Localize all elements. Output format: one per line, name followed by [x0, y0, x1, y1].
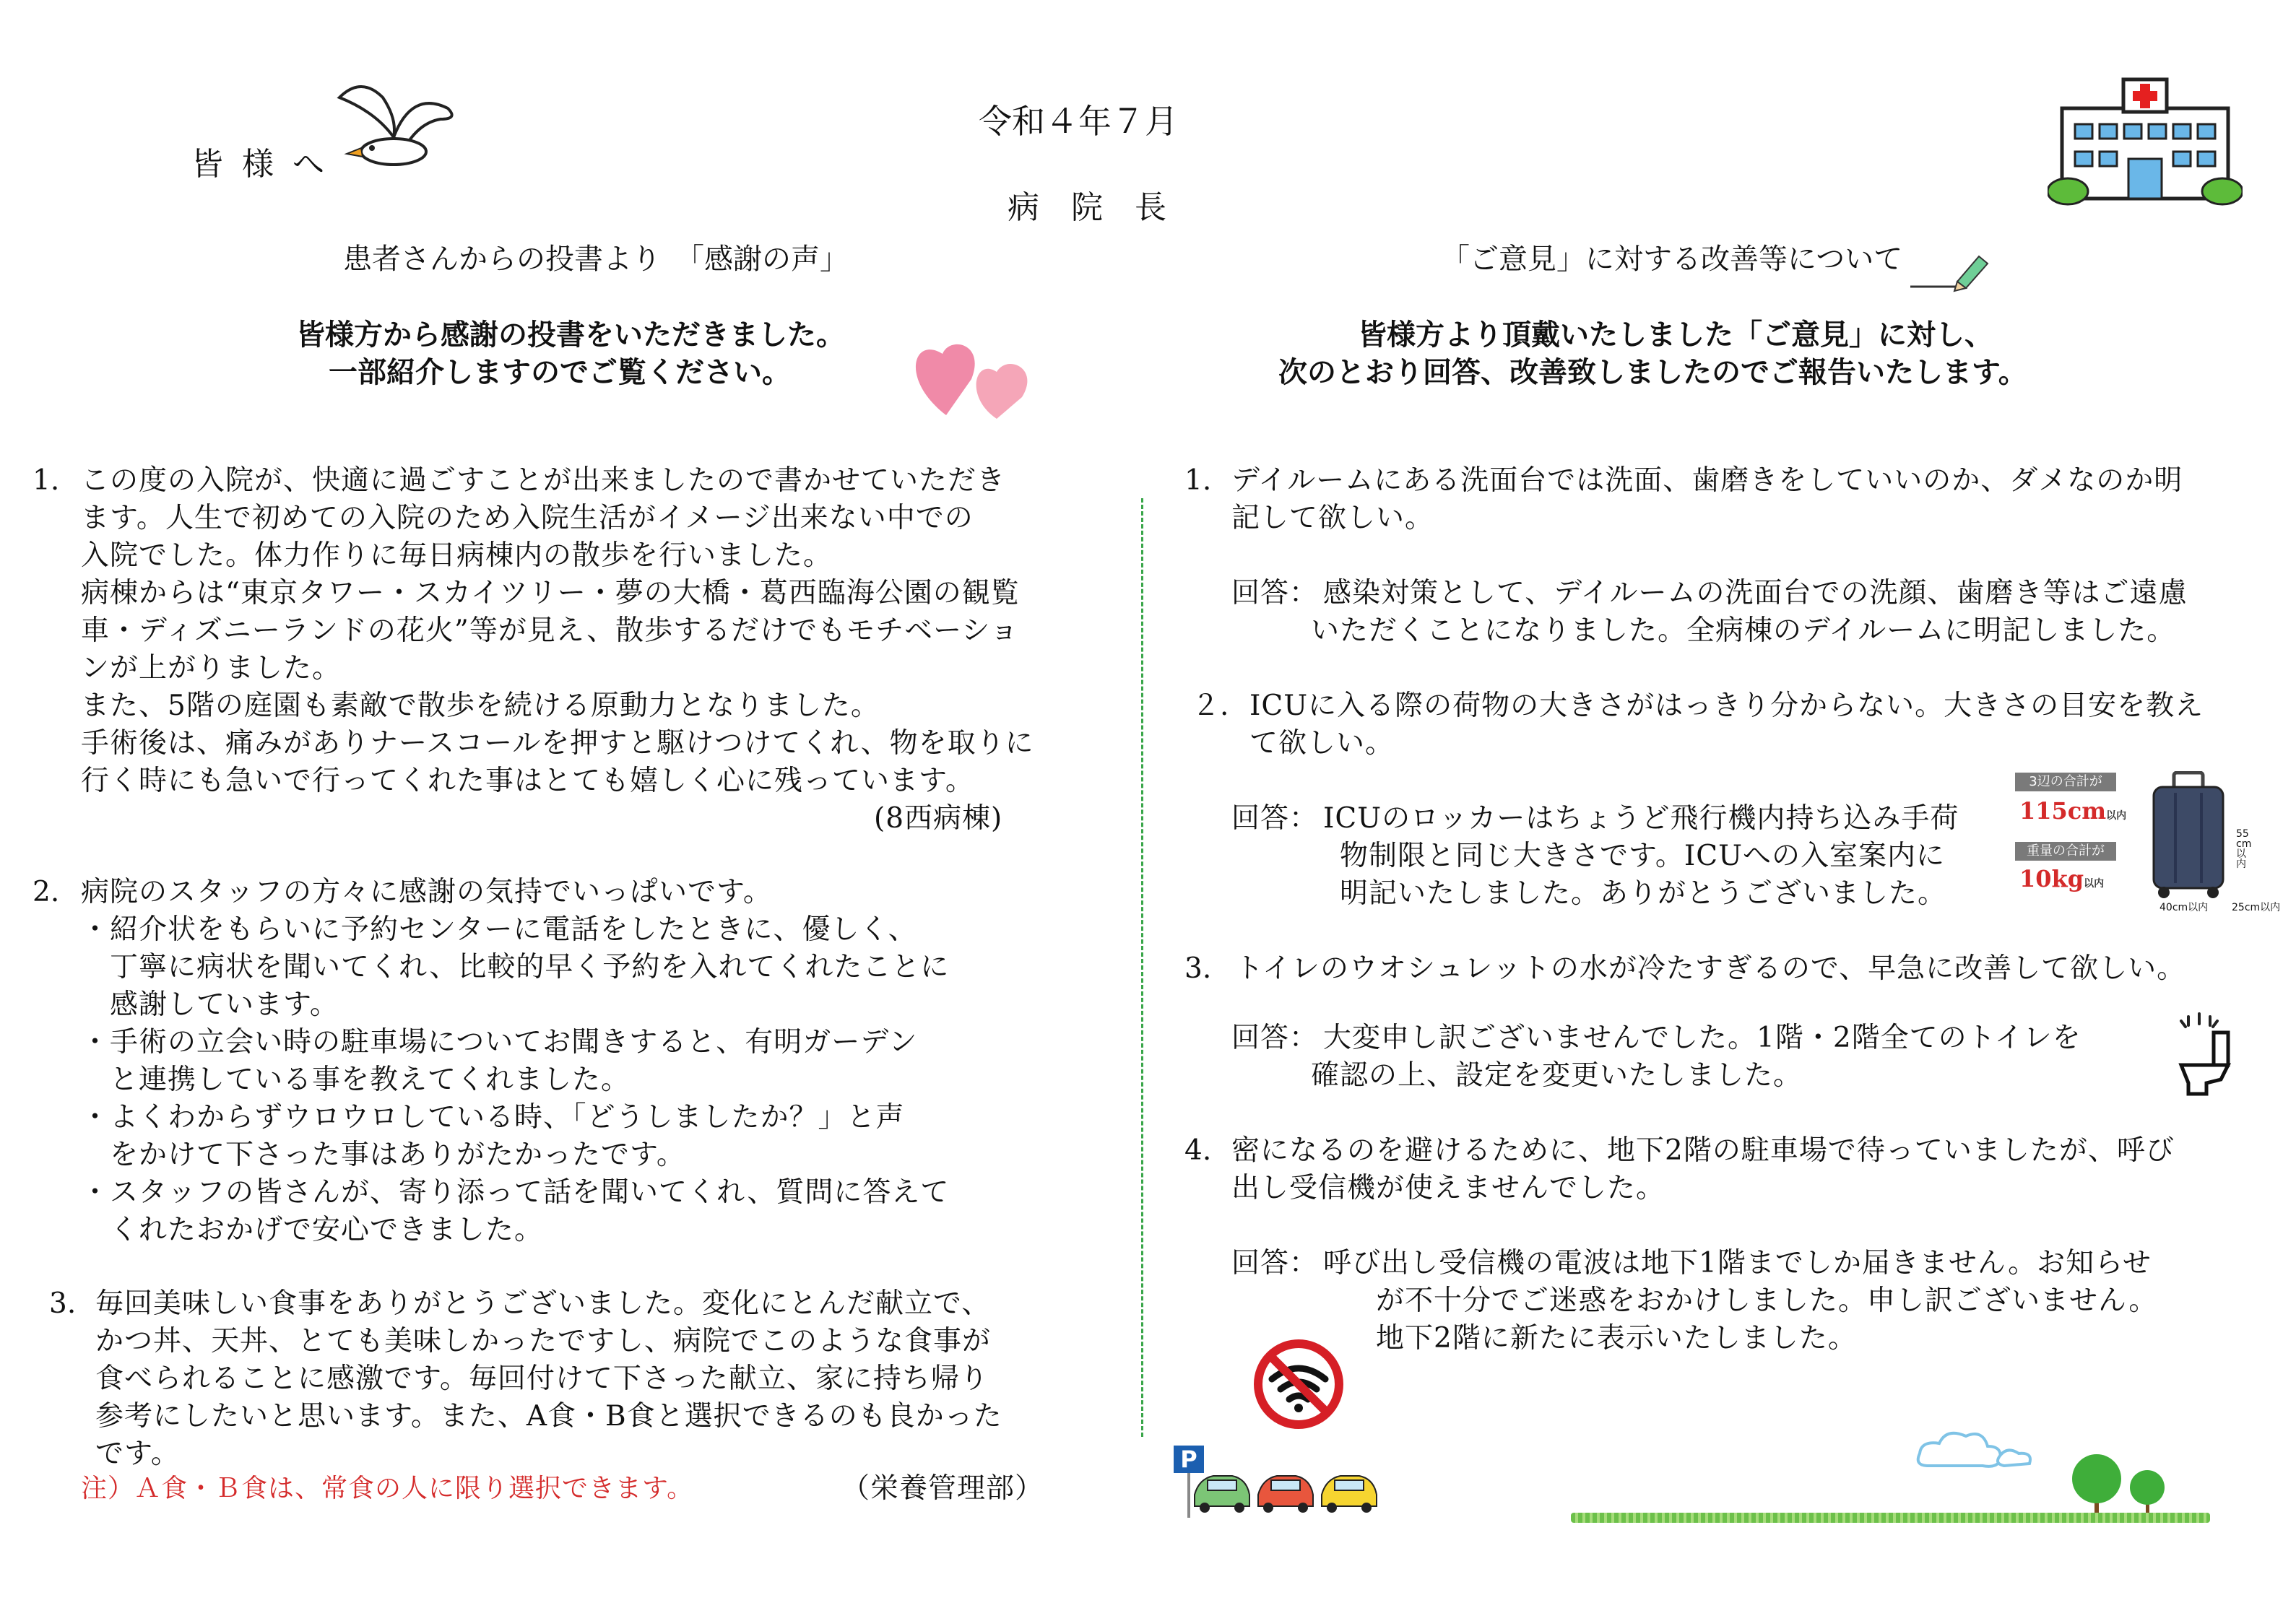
- left-item-1-line: 行く時にも急いで行ってくれた事はとても嬉しく心に残っています。: [81, 765, 974, 797]
- right-item-3-answer: 確認の上、設定を変更いたしました。: [1311, 1059, 1803, 1092]
- left-item-1-source: (8西病棟): [874, 802, 1003, 835]
- right-item-2-question: ICUに入る際の荷物の大きさがはっきり分からない。大きさの目安を教え: [1249, 690, 2204, 722]
- left-item-2-line: 感謝しています。: [81, 988, 339, 1021]
- right-item-3-answer: 大変申し訳ございませんでした。1階・2階全てのトイレを: [1323, 1022, 2081, 1054]
- right-item-4-number: 4.: [1184, 1134, 1212, 1167]
- pencil-icon: [1907, 242, 1993, 292]
- left-item-3-line: 毎回美味しい食事をありがとうございました。変化にとんだ献立で、: [95, 1287, 991, 1320]
- suitcase-icon: [2145, 771, 2232, 901]
- car-icon: [1192, 1466, 1379, 1516]
- left-item-3-line: かつ丼、天丼、とても美味しかったですし、病院でこのような食事が: [95, 1325, 992, 1357]
- left-item-1-line: この度の入院が、快適に過ごすことが出来ましたので書かせていただき: [81, 464, 1006, 497]
- toilet-icon: [2174, 1011, 2239, 1098]
- suitcase-sides-label: 3辺の合計が: [2015, 773, 2116, 791]
- left-intro-line-1: 皆様方から感謝の投書をいただきました。: [296, 318, 845, 352]
- date: 令和４年７月: [979, 102, 1178, 141]
- left-item-2-line: 丁寧に病状を聞いてくれ、比較的早く予約を入れてくれたことに: [81, 951, 950, 983]
- right-item-3-answer-label: 回答：: [1231, 1022, 1319, 1054]
- left-item-2-number: 2.: [33, 876, 60, 908]
- greeting: 皆 様 へ: [191, 146, 329, 183]
- left-item-1-line: 病棟からは“東京タワー・スカイツリー・夢の大橋・葛西臨海公園の観覧: [81, 577, 1020, 609]
- right-item-1-answer: いただくことになりました。全病棟のデイルームに明記しました。: [1311, 614, 2176, 647]
- right-item-2-number: ２.: [1192, 690, 1229, 722]
- right-item-4-answer: 地下2階に新たに表示いたしました。: [1376, 1322, 1857, 1355]
- right-item-2-answer: 明記いたしました。ありがとうございました。: [1340, 877, 1947, 910]
- left-item-1-line: 手術後は、痛みがありナースコールを押すと駆けつけてくれ、物を取りに: [81, 727, 1034, 760]
- left-item-2-line: と連携している事を教えてくれました。: [81, 1064, 631, 1096]
- right-item-4-answer: が不十分でご迷惑をおかけしました。申し訳ございません。: [1376, 1285, 2158, 1317]
- left-item-3-number: 3.: [49, 1287, 77, 1320]
- left-item-2-line: をかけて下さった事はありがたかったです。: [81, 1139, 685, 1171]
- right-item-1-answer-label: 回答：: [1231, 577, 1319, 609]
- right-item-2-answer: 物制限と同じ大きさです。ICUへの入室案内に: [1340, 840, 1945, 872]
- seagull-icon: [332, 69, 462, 199]
- suitcase-weight: 10kg: [2019, 865, 2084, 892]
- hearts-icon: [906, 329, 1040, 430]
- suitcase-depth: 25cm以内: [2232, 902, 2281, 913]
- right-title: 「ご意見」に対する改善等について: [1441, 243, 1903, 276]
- column-divider: [1141, 498, 1143, 1437]
- left-item-3-note: 注）Ａ食・Ｂ食は、常食の人に限り選択できます。: [81, 1474, 694, 1503]
- hospital-icon: [2048, 72, 2243, 209]
- suitcase-weight-label: 重量の合計が: [2015, 842, 2116, 861]
- right-item-4-answer-label: 回答：: [1231, 1247, 1319, 1279]
- right-item-1-answer: 感染対策として、デイルームの洗面台での洗顔、歯磨き等はご遠慮: [1323, 577, 2188, 609]
- left-item-2-line: くれたおかげで安心できました。: [81, 1214, 544, 1246]
- left-item-3-line: 参考にしたいと思います。また、A食・B食と選択できるのも良かった: [95, 1400, 1002, 1433]
- left-item-3-source: （栄養管理部）: [841, 1472, 1044, 1505]
- left-item-1-line: ます。人生で初めての入院のため入院生活がイメージ出来ない中での: [81, 502, 974, 534]
- left-item-2-lead: 病院のスタッフの方々に感謝の気持でいっぱいです。: [81, 876, 772, 908]
- grass-strip: [1571, 1513, 2210, 1523]
- parking-sign: P: [1174, 1446, 1204, 1473]
- left-item-1-line: また、5階の庭園も素敵で散歩を続ける原動力となりました。: [81, 690, 880, 722]
- right-item-1-number: 1.: [1184, 464, 1212, 497]
- cloud-icon: [1914, 1426, 2037, 1477]
- suitcase-height: 55cm以内: [2236, 828, 2252, 870]
- right-item-4-answer: 呼び出し受信機の電波は地下1階までしか届きません。お知らせ: [1323, 1247, 2152, 1279]
- left-item-3-line: です。: [95, 1438, 180, 1470]
- right-item-4-question: 密になるのを避けるために、地下2階の駐車場で待っていましたが、呼び: [1231, 1134, 2175, 1167]
- suitcase-size: 115cm: [2019, 797, 2107, 825]
- right-item-3-number: 3.: [1184, 952, 1212, 985]
- right-item-2-answer: ICUのロッカーはちょうど飛行機内持ち込み手荷: [1323, 802, 1959, 835]
- left-intro-line-2: 一部紹介しますのでご覧ください。: [329, 355, 791, 389]
- suitcase-size-unit: 以内: [2106, 810, 2127, 822]
- left-title: 患者さんからの投書より 「感謝の声」: [343, 243, 849, 276]
- right-item-2-answer-label: 回答：: [1231, 802, 1319, 835]
- left-item-1-line: 入院でした。体力作りに毎日病棟内の散歩を行いました。: [81, 539, 833, 572]
- left-item-2-line: ・手術の立会い時の駐車場についてお聞きすると、有明ガーデン: [81, 1026, 918, 1059]
- suitcase-width: 40cm以内: [2159, 902, 2209, 913]
- author: 病 院 長: [1008, 189, 1166, 226]
- left-item-3-line: 食べられることに感激です。毎回付けて下さった献立、家に持ち帰り: [95, 1363, 989, 1395]
- tree-icon: [2066, 1451, 2174, 1520]
- left-item-1-line: ンが上がりました。: [81, 652, 342, 685]
- left-item-2-line: ・紹介状をもらいに予約センターに電話をしたときに、優しく、: [81, 913, 917, 946]
- right-intro-line-1: 皆様方より頂戴いたしました「ご意見」に対し、: [1358, 318, 1993, 352]
- left-item-2-line: ・よくわからずウロウロしている時、「どうしましたか？」と声: [81, 1101, 905, 1134]
- right-item-4-question: 出し受信機が使えませんでした。: [1231, 1172, 1665, 1204]
- suitcase-info: [2015, 771, 2282, 923]
- left-item-1-number: 1.: [33, 464, 60, 497]
- right-item-1-question: デイルームにある洗面台では洗面、歯磨きをしていいのか、ダメなのか明: [1231, 464, 2183, 497]
- right-intro-line-2: 次のとおり回答、改善致しましたのでご報告いたします。: [1278, 355, 2027, 389]
- left-item-1-line: 車・ディズニーランドの花火”等が見え、散歩するだけでもモチベーショ: [81, 614, 1019, 647]
- suitcase-weight-unit: 以内: [2084, 878, 2105, 890]
- right-item-1-question: 記して欲しい。: [1231, 502, 1434, 534]
- left-item-2-line: ・スタッフの皆さんが、寄り添って話を聞いてくれ、質問に答えて: [81, 1176, 950, 1209]
- right-item-2-question: て欲しい。: [1249, 727, 1395, 760]
- no-wifi-icon: [1252, 1337, 1346, 1431]
- right-item-3-question: トイレのウオシュレットの水が冷たすぎるので、早急に改善して欲しい。: [1235, 952, 2186, 985]
